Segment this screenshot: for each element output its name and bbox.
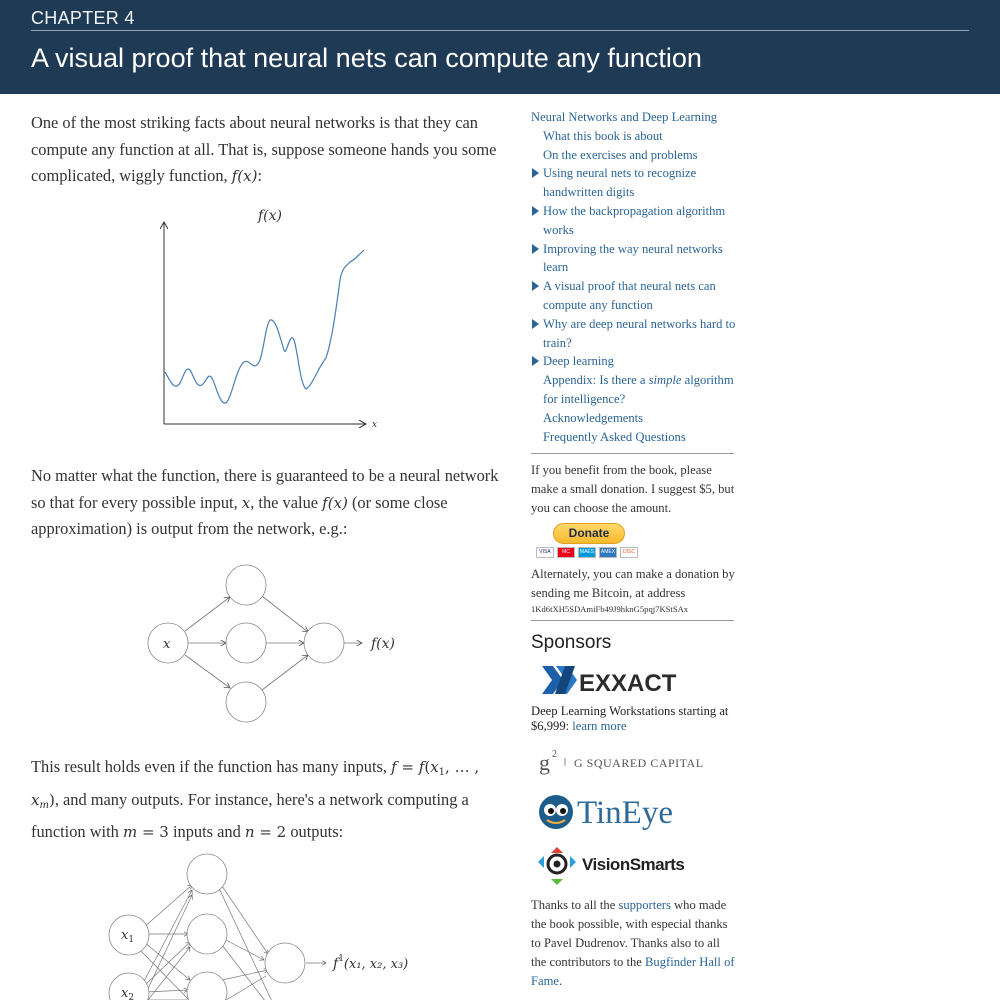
toc-item-chapter-4[interactable]: [531, 277, 736, 315]
toc-item-book[interactable]: [531, 108, 736, 127]
function-curve: [165, 250, 364, 403]
math-fx: f(x): [231, 167, 258, 185]
multi-text-d: outputs:: [286, 822, 344, 841]
expand-triangle-icon[interactable]: [532, 244, 539, 254]
sponsors-heading: Sponsors: [531, 632, 612, 654]
math-fx: f(x): [322, 493, 348, 512]
header-divider: [31, 30, 969, 31]
svg-text:TinEye: TinEye: [577, 795, 673, 832]
toc-link[interactable]: Appendix: Is there a simple algorithm for intelligence?: [543, 373, 734, 406]
svg-text:VisionSmarts: VisionSmarts: [582, 855, 685, 875]
expand-triangle-icon[interactable]: [532, 319, 539, 329]
guarantee-text-b: , the value: [250, 492, 323, 512]
hidden-neuron: [226, 682, 266, 722]
svg-text:EXXACT: EXXACT: [579, 670, 677, 698]
hidden-neuron: [226, 623, 266, 663]
math-n: n: [244, 823, 255, 841]
exxact-logo[interactable]: [539, 662, 709, 702]
multi-text-b: , and many outputs. For instance, here's a network computing a function with: [31, 789, 469, 841]
multi-input-paragraph: [31, 754, 503, 846]
hidden-neuron: [226, 565, 266, 605]
sidebar-divider: [531, 453, 734, 454]
page-header: [0, 0, 1000, 94]
toc-item-chapter-2[interactable]: [531, 202, 736, 240]
input-1-label: $x_1$: [121, 928, 135, 945]
sidebar: [531, 108, 736, 990]
math-sub1: 1: [438, 767, 446, 778]
wiggly-function-plot: [150, 200, 390, 435]
math-subm: m: [39, 799, 49, 811]
math-m-eq: = 3: [137, 823, 169, 841]
multi-text-a: This result holds even if the function has many inputs,: [31, 757, 392, 776]
discover-icon: DISC: [620, 547, 638, 558]
x-axis-label: x: [372, 420, 378, 430]
toc-link[interactable]: A visual proof that neural nets can compute any function: [543, 279, 716, 312]
expand-triangle-icon[interactable]: [532, 168, 539, 178]
output-neuron: [304, 623, 344, 663]
visa-icon: VISA: [536, 547, 554, 558]
toc-link[interactable]: Why are deep neural networks hard to train?: [543, 316, 736, 350]
multi-text-c: inputs and: [168, 822, 245, 841]
thanks-text: Thanks to all the supporters who made the book possible, with especial thanks to Pavel Dudrenov. Thanks also to all the contributors to the Bugfinder Hall of Fame.: [531, 898, 735, 988]
hidden-neuron: [187, 914, 227, 954]
hidden-neuron: [187, 972, 227, 1000]
supporters-link[interactable]: supporters: [618, 898, 671, 913]
mastercard-icon: MC: [557, 547, 575, 558]
exxact-caption: Deep Learning Workstations starting at $6,999: learn more: [531, 704, 729, 734]
math-f: f: [391, 758, 397, 776]
math-x: x: [241, 493, 251, 512]
toc-item-chapter-6[interactable]: [531, 352, 736, 371]
table-of-contents: [531, 108, 736, 446]
math-f2: f: [418, 758, 425, 776]
toc-item-about[interactable]: [531, 127, 736, 146]
guarantee-text-c: (or some close approximation) is output from the network, e.g.:: [31, 492, 448, 538]
toc-item-acknowledgements[interactable]: [531, 409, 736, 428]
input-2-label: $x_2$: [121, 986, 135, 1000]
payment-cards: [536, 547, 736, 558]
output-neuron: [265, 943, 305, 983]
expand-triangle-icon[interactable]: [532, 281, 539, 291]
math-close: ): [48, 790, 55, 809]
math-n-eq: = 2: [254, 823, 287, 841]
math-dots: , … ,: [445, 758, 480, 776]
expand-triangle-icon[interactable]: [532, 356, 539, 366]
maestro-icon: MAES: [578, 547, 596, 558]
y-axis-label: f(x): [258, 208, 283, 224]
svg-text:g: g: [539, 750, 550, 776]
expand-triangle-icon[interactable]: [532, 206, 539, 216]
sidebar-divider: [531, 620, 734, 621]
toc-link[interactable]: Improving the way neural networks learn: [543, 241, 723, 275]
chapter-title: A visual proof that neural nets can compute any function: [31, 43, 702, 73]
multi-input-network-diagram: [100, 850, 440, 1000]
toc-link[interactable]: Deep learning: [543, 354, 614, 369]
toc-item-chapter-1[interactable]: [531, 164, 736, 202]
math-xm: x: [31, 790, 40, 809]
toc-link[interactable]: How the backpropagation algorithm works: [543, 203, 726, 237]
gsquared-logo[interactable]: [537, 746, 707, 778]
intro-paragraph: [31, 110, 503, 190]
guarantee-text-a: No matter what the function, there is guaranteed to be a neural network so that for every possible input,: [31, 466, 499, 512]
toc-link[interactable]: Frequently Asked Questions: [543, 429, 686, 444]
intro-text: One of the most striking facts about neural networks is that they can compute any function at all. That is, suppose someone hands you some complicated, wiggly function,: [31, 113, 497, 185]
tineye-logo[interactable]: [537, 790, 707, 834]
toc-link[interactable]: Using neural nets to recognize handwritten digits: [543, 166, 697, 200]
toc-item-chapter-3[interactable]: [531, 240, 736, 278]
amex-icon: AMEX: [599, 547, 617, 558]
math-x1: x: [430, 758, 439, 776]
toc-link[interactable]: On the exercises and problems: [543, 147, 698, 162]
math-open: (: [424, 758, 431, 776]
single-input-network-diagram: [140, 560, 410, 730]
input-label: x: [163, 637, 171, 652]
donation-text: If you benefit from the book, please make a small donation. I suggest $5, but you can choose the amount.: [531, 463, 735, 515]
donate-button[interactable]: Donate: [553, 523, 625, 544]
output-label: $f^1(x_1$, x₂, x₃): [333, 954, 409, 972]
toc-item-exercises[interactable]: [531, 146, 736, 165]
toc-link[interactable]: Acknowledgements: [543, 410, 644, 425]
svg-text:2: 2: [552, 749, 557, 761]
intro-text-end: :: [257, 166, 263, 185]
learn-more-link[interactable]: learn more: [572, 719, 627, 734]
output-label: f(x): [371, 636, 396, 652]
toc-link[interactable]: What this book is about: [543, 128, 663, 143]
hidden-neuron: [187, 854, 227, 894]
toc-link[interactable]: Neural Networks and Deep Learning: [531, 110, 718, 124]
visionsmarts-logo[interactable]: [535, 844, 705, 888]
math-equals: =: [396, 758, 419, 776]
chapter-label: CHAPTER 4: [31, 8, 135, 28]
toc-item-appendix[interactable]: [531, 371, 736, 409]
svg-text:G SQUARED CAPITAL: G SQUARED CAPITAL: [574, 756, 704, 771]
bugfinder-hall-of-fame-link[interactable]: Bugfinder Hall of Fame: [531, 954, 735, 988]
toc-item-faq[interactable]: [531, 428, 736, 447]
math-m: m: [122, 823, 138, 841]
bitcoin-text: Alternately, you can make a donation by sending me Bitcoin, at address: [531, 566, 735, 600]
bitcoin-address[interactable]: 1Kd6tXH5SDAmiFb49J9hknG5pqj7KStSAx: [531, 604, 689, 615]
guarantee-paragraph: [31, 463, 503, 543]
toc-item-chapter-5[interactable]: [531, 315, 736, 353]
